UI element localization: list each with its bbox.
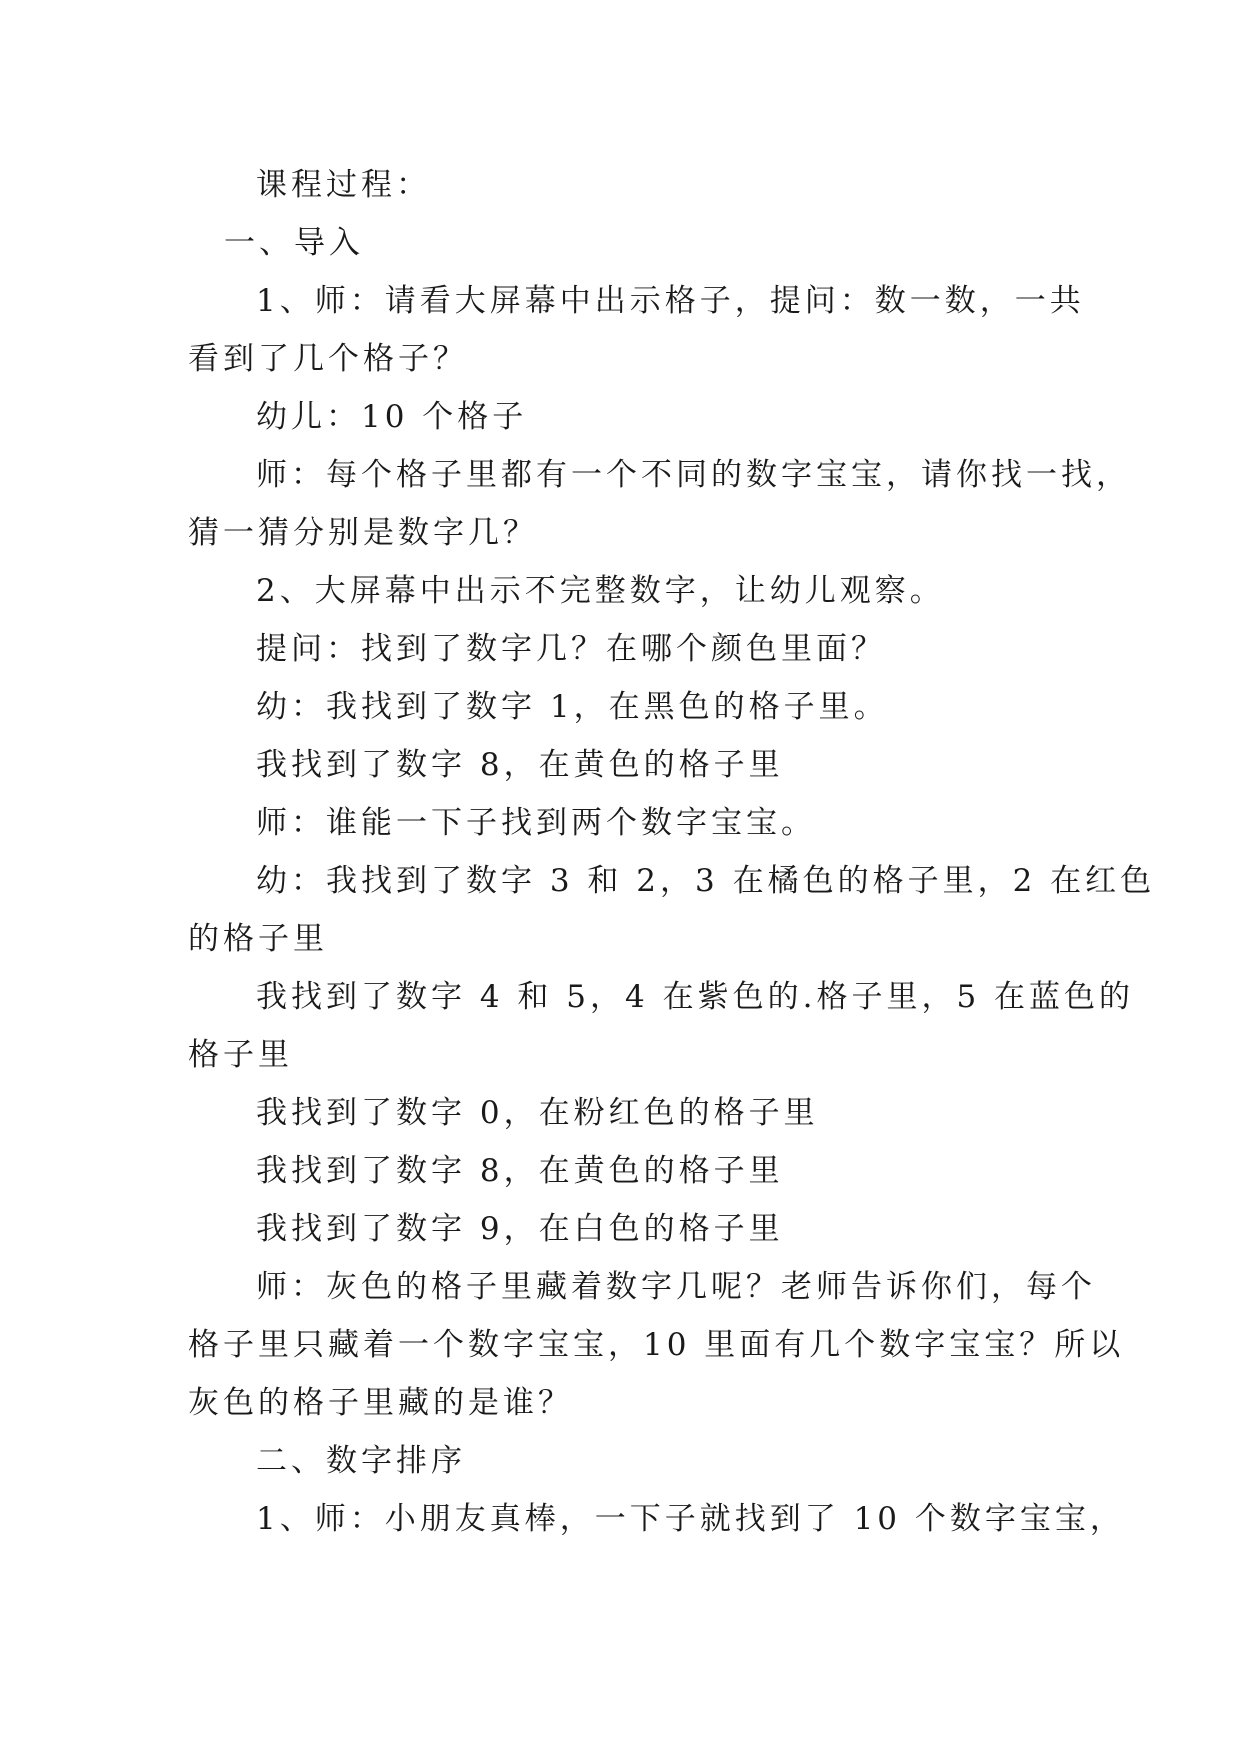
paragraph-line: 师：每个格子里都有一个不同的数字宝宝，请你找一找， — [256, 457, 1131, 493]
paragraph-line: 幼：我找到了数字 3 和 2，3 在橘色的格子里，2 在红色 — [256, 863, 1156, 899]
paragraph-line: 看到了几个格子？ — [188, 341, 468, 377]
paragraph-line: 1、师：请看大屏幕中出示格子，提问：数一数，一共 — [256, 283, 1085, 319]
paragraph-line: 的格子里 — [188, 921, 328, 957]
paragraph-line: 我找到了数字 4 和 5，4 在紫色的.格子里，5 在蓝色的 — [256, 979, 1135, 1015]
paragraph-line: 提问：找到了数字几？在哪个颜色里面？ — [256, 631, 886, 667]
paragraph-line: 我找到了数字 9，在白色的格子里 — [256, 1211, 784, 1247]
paragraph-line: 格子里 — [188, 1037, 293, 1073]
paragraph-line: 我找到了数字 8，在黄色的格子里 — [256, 1153, 784, 1189]
paragraph-line: 灰色的格子里藏的是谁？ — [188, 1385, 573, 1421]
document-body — [188, 156, 1156, 1548]
paragraph-line: 2、大屏幕中出示不完整数字，让幼儿观察。 — [256, 573, 945, 609]
paragraph-line: 师：谁能一下子找到两个数字宝宝。 — [256, 805, 816, 841]
paragraph-line: 师：灰色的格子里藏着数字几呢？老师告诉你们，每个 — [256, 1269, 1096, 1305]
paragraph-line: 猜一猜分别是数字几？ — [188, 515, 538, 551]
section-heading: 课程过程： — [256, 167, 431, 203]
paragraph-line: 我找到了数字 8，在黄色的格子里 — [256, 747, 784, 783]
paragraph-line: 1、师：小朋友真棒，一下子就找到了 10 个数字宝宝， — [256, 1501, 1125, 1537]
section-heading: 一、导入 — [224, 225, 364, 261]
paragraph-line: 格子里只藏着一个数字宝宝，10 里面有几个数字宝宝？所以 — [188, 1327, 1125, 1363]
paragraph-line: 我找到了数字 0，在粉红色的格子里 — [256, 1095, 819, 1131]
paragraph-line: 幼儿：10 个格子 — [256, 399, 528, 435]
paragraph-line: 幼：我找到了数字 1，在黑色的格子里。 — [256, 689, 889, 725]
section-heading: 二、数字排序 — [256, 1443, 466, 1479]
